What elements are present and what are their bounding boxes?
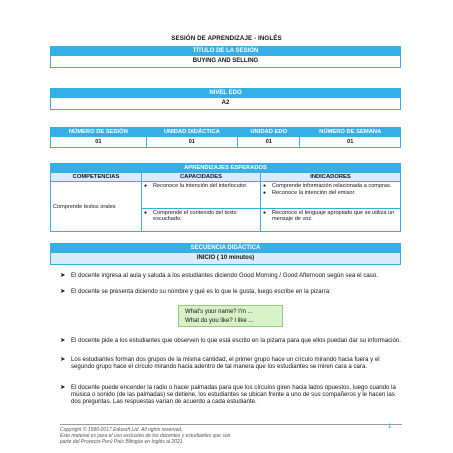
level-block [50, 88, 401, 110]
capacidad-cell-2 [142, 209, 261, 232]
bullet-icon: ● [263, 190, 267, 196]
expected-learning-table [50, 163, 401, 232]
capacidad-text-1: Reconoce la intención del interlocutor. [153, 183, 248, 189]
header-week-number: NÚMERO DE SEMANA [300, 128, 401, 137]
paragraph-5-text: El docente puede encender la radio o hacer palmadas para que los círculos giren hacia lados opuestos, luego cuando la música o sonido (de las palmadas) se detiene, los estudiantes se ubican frente a uno de sus compañeros y le hacen las dos preguntas. Las respuestas varían de acuerdo a cada estudiante. [71, 384, 396, 406]
paragraph-3 [60, 337, 402, 344]
paragraph-3-text: El docente pide a los estudiantes que observen lo que está escrito en la pizarra para que ellos puedan dar su información. [71, 337, 401, 344]
col-capacidades: CAPACIDADES [142, 173, 261, 182]
expected-learning-header: APRENDIZAJES ESPERADOS [51, 164, 401, 173]
didactic-sequence-block [50, 243, 401, 265]
value-session-number: 01 [51, 137, 147, 148]
indicador-cell-2 [261, 209, 401, 232]
session-title-block [50, 46, 401, 68]
bullet-icon: ● [144, 183, 148, 189]
level-value: A2 [50, 98, 401, 110]
footer [60, 424, 402, 445]
capacidad-text-2: Comprende el contenido del texto escuchado. [153, 210, 237, 222]
header-edo-unit: UNIDAD EDO [238, 128, 300, 137]
value-didactic-unit: 01 [146, 137, 237, 148]
paragraph-2-text: El docente se presenta diciendo su nombre y qué es lo que le gusta, luego escribe en la pizarra: [71, 288, 331, 295]
inicio-subheader: INICIO ( 10 minutos) [50, 253, 401, 265]
bullet-icon: ● [144, 210, 148, 216]
arrow-bullet-icon: ➤ [60, 337, 66, 344]
capacidad-cell-1 [142, 182, 261, 209]
col-indicadores: INDICADORES [261, 173, 401, 182]
session-title-value: BUYING AND SELLING [50, 56, 401, 68]
board-line-2: What do you like? I like ... [185, 317, 254, 324]
bullet-icon: ● [263, 183, 267, 189]
indicador-text-1: Comprende información relacionada a compras. [272, 183, 392, 189]
header-session-number: NÚMERO DE SESIÓN [51, 128, 147, 137]
arrow-bullet-icon: ➤ [60, 272, 66, 279]
paragraph-4 [60, 356, 402, 370]
footer-note-2: parte del Proyecto Perú País Bilingüe en Inglés al 2021 [60, 439, 183, 445]
page-number: 1 [388, 424, 392, 430]
arrow-bullet-icon: ➤ [60, 356, 66, 363]
competencia-cell: Comprende textos orales [51, 182, 142, 232]
paragraph-1-text: El docente ingresa al aula y saluda a los estudiantes diciendo Good Morning / Good Afternoon según sea el caso. [71, 272, 378, 279]
header-didactic-unit: UNIDAD DIDÁCTICA [146, 128, 237, 137]
indicador-text-3: Reconoce el lenguaje apropiado que se utiliza un mensaje de voz. [272, 210, 395, 222]
session-title-header: TÍTULO DE LA SESIÓN [50, 46, 401, 56]
paragraph-1 [60, 272, 402, 279]
value-edo-unit: 01 [238, 137, 300, 148]
numbers-table [50, 127, 401, 148]
col-competencias: COMPETENCIAS [51, 173, 142, 182]
value-week-number: 01 [300, 137, 401, 148]
board-example-box [178, 305, 283, 327]
didactic-sequence-header: SECUENCIA DIDÁCTICA [50, 243, 401, 253]
paragraph-4-text: Los estudiantes forman dos grupos de la misma cantidad, el primer grupo hace un círculo mirando hacia fuera y el segundo grupo hace el círculo mirando hacia adentro de tal manera que los estudiantes se miren cara a cara. [71, 356, 380, 371]
footer-note-1: Este material es para el uso exclusivo de los docentes y estudiantes que son [60, 433, 231, 439]
bullet-icon: ● [263, 210, 267, 216]
footer-copyright: Copyright © 1990-2017 Edusoft Ltd. All rights reserved. [60, 427, 183, 433]
arrow-bullet-icon: ➤ [60, 384, 66, 391]
indicador-cell-1 [261, 182, 401, 209]
page-title: SESIÓN DE APRENDIZAJE - INGLÉS [171, 35, 282, 42]
level-header: NIVEL EDO [50, 88, 401, 98]
indicador-text-2: Reconoce la intención del emisor. [272, 190, 356, 196]
board-line-1: What's your name? I'm ... [185, 309, 253, 315]
paragraph-2 [60, 288, 402, 295]
paragraph-5 [60, 384, 402, 406]
arrow-bullet-icon: ➤ [60, 288, 66, 295]
